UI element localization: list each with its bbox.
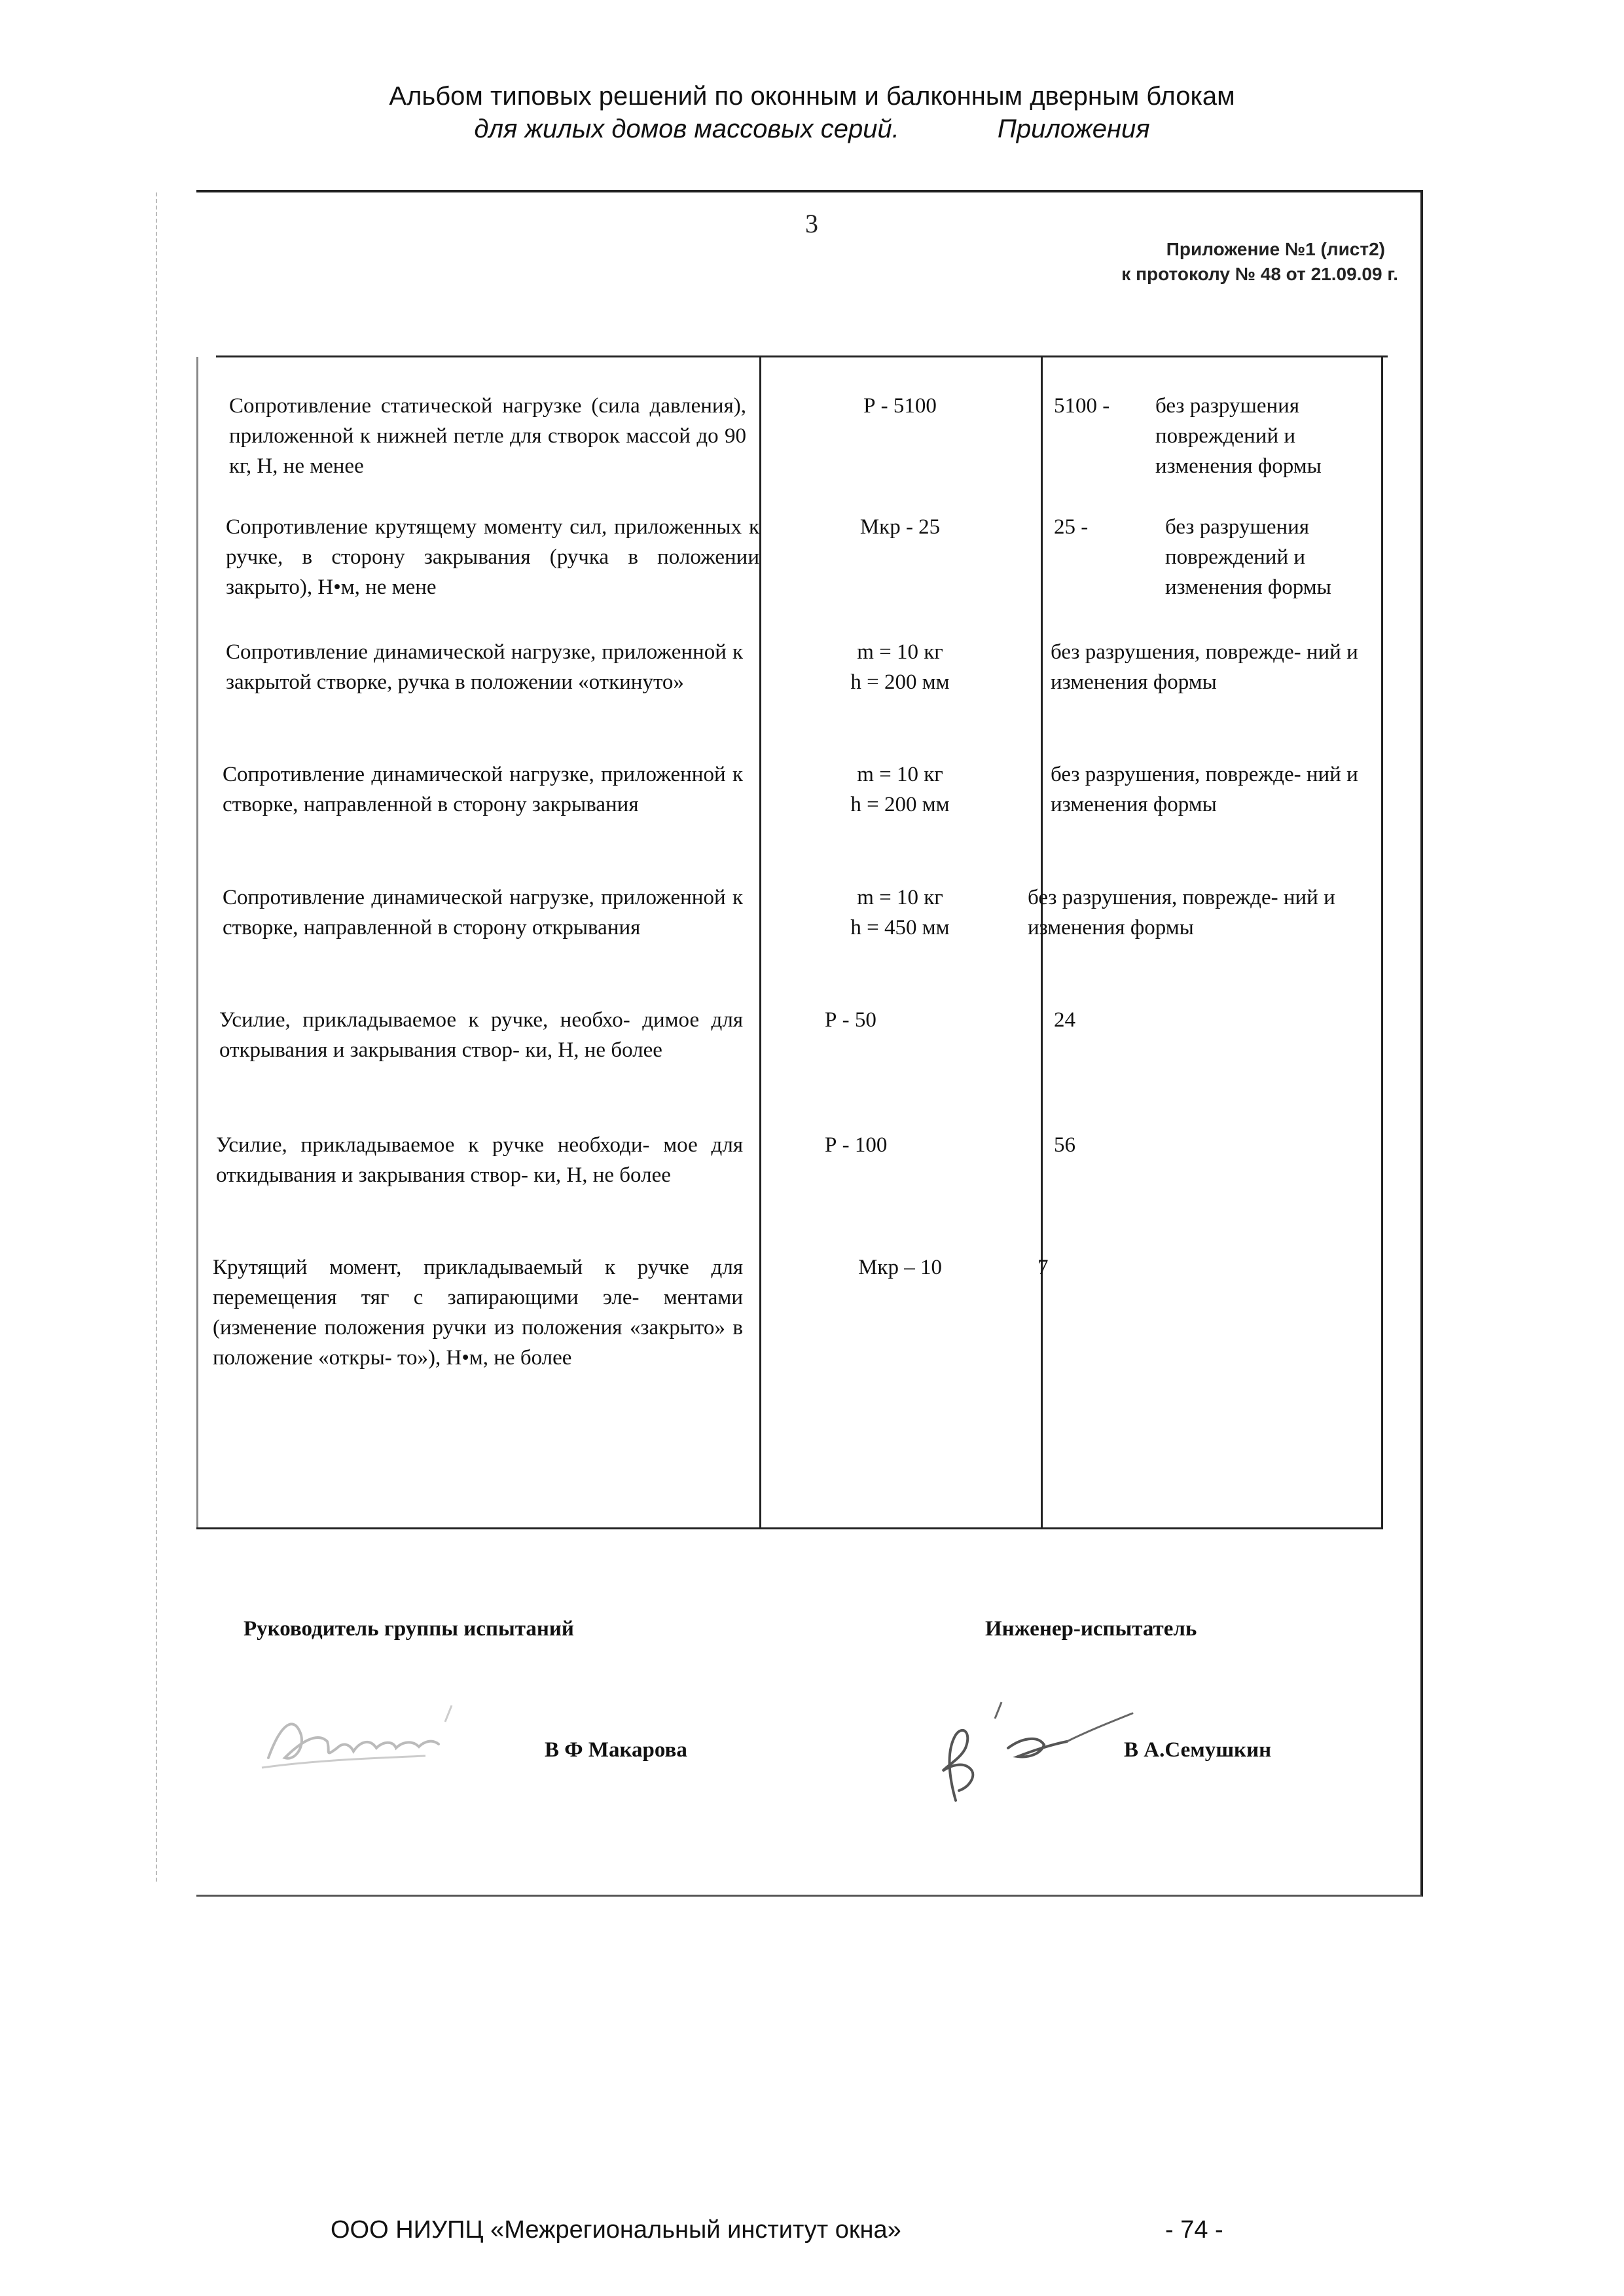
table-cell-result-text: без разрушения, поврежде- ний и изменения формы [1028, 886, 1335, 939]
table-cell-parameter: Усилие, прикладываемое к ручке, необхо- димое для открывания и закрывания створ- ки, Н, не более [219, 1008, 743, 1062]
header-section: Приложения [997, 115, 1150, 143]
table-cell-norm: Мкр – 10 [858, 1256, 942, 1279]
table-cell-norm: m = 10 кг h = 200 мм [850, 763, 950, 816]
table-cell-result-text: без разрушения, поврежде- ний и изменения формы [1051, 763, 1358, 816]
sheet-page-number: 3 [805, 209, 818, 238]
table-cell-parameter: Сопротивление статической нагрузке (сила давления), приложенной к нижней петле для створок массой до 90 кг, Н, не менее [229, 394, 746, 478]
table-cell-parameter: Сопротивление крутящему моменту сил, приложенных к ручке, в сторону закрывания (ручка в положении закрыто), Н•м, не мене [226, 515, 759, 599]
appendix-line2: к протоколу № 48 от 21.09.09 г. [1121, 264, 1398, 284]
table-cell-parameter: Сопротивление динамической нагрузке, приложенной к створке, направленной в сторону закрывания [223, 763, 743, 816]
table-cell-parameter: Сопротивление динамической нагрузке, приложенной к закрытой створке, ручка в положении «откинуто» [226, 640, 743, 694]
table-left-border [196, 357, 198, 1529]
table-bottom-border [196, 1527, 1383, 1529]
table-cell-parameter: Сопротивление динамической нагрузке, приложенной к створке, направленной в сторону открывания [223, 886, 743, 939]
table-cell-norm: Р - 100 [825, 1133, 888, 1157]
header-series: для жилых домов массовых серий. [474, 115, 899, 143]
header-title-line2 [0, 113, 1624, 145]
footer-organization: ООО НИУПЦ «Межрегиональный институт окна» [331, 2216, 901, 2244]
table-column-divider-1 [759, 357, 761, 1529]
right-signer-title: Инженер-испытатель [985, 1617, 1197, 1641]
appendix-line1: Приложение №1 (лист2) [1166, 239, 1385, 259]
table-cell-result-value: 7 [1038, 1256, 1049, 1279]
left-signer-title: Руководитель группы испытаний [244, 1617, 574, 1641]
right-signer-name: В А.Семушкин [1124, 1738, 1272, 1762]
table-cell-result-value: 5100 - [1054, 394, 1110, 418]
right-handwritten-signature [910, 1673, 1159, 1817]
table-cell-result-text: без разрушения повреждений и изменения формы [1165, 515, 1331, 599]
table-cell-norm: m = 10 кг h = 450 мм [850, 886, 950, 939]
table-right-border [1381, 357, 1383, 1529]
table-cell-result-text: без разрушения повреждений и изменения формы [1155, 394, 1322, 478]
table-cell-parameter: Крутящий момент, прикладываемый к ручке для перемещения тяг с запирающими эле- ментами (изменение положения ручки из положения «закрыто» в положение «откры- то»), Н•м, не более [213, 1256, 743, 1370]
left-signer-name: В Ф Макарова [545, 1738, 687, 1762]
table-cell-result-value: 25 - [1054, 515, 1089, 539]
table-cell-norm: Р - 5100 [863, 394, 937, 418]
scan-edge-mark [156, 192, 157, 1882]
header-title-line1: Альбом типовых решений по оконным и балконным дверным блокам [389, 82, 1235, 111]
table-cell-result-value: 56 [1054, 1133, 1075, 1157]
table-top-border [216, 355, 1388, 357]
document-header [0, 80, 1624, 145]
table-cell-norm: m = 10 кг h = 200 мм [850, 640, 950, 694]
table-cell-result-text: без разрушения, поврежде- ний и изменения формы [1051, 640, 1358, 694]
table-cell-result-value: 24 [1054, 1008, 1075, 1032]
table-cell-norm: Р - 50 [825, 1008, 876, 1032]
appendix-reference [1121, 237, 1398, 287]
footer-page-number: - 74 - [1165, 2216, 1223, 2244]
table-cell-norm: Мкр - 25 [859, 515, 941, 539]
table-cell-parameter: Усилие, прикладываемое к ручке необходи- мое для откидывания и закрывания створ- ки, Н, не более [216, 1133, 743, 1187]
left-handwritten-signature [255, 1696, 517, 1781]
table-column-divider-2 [1041, 357, 1043, 1529]
